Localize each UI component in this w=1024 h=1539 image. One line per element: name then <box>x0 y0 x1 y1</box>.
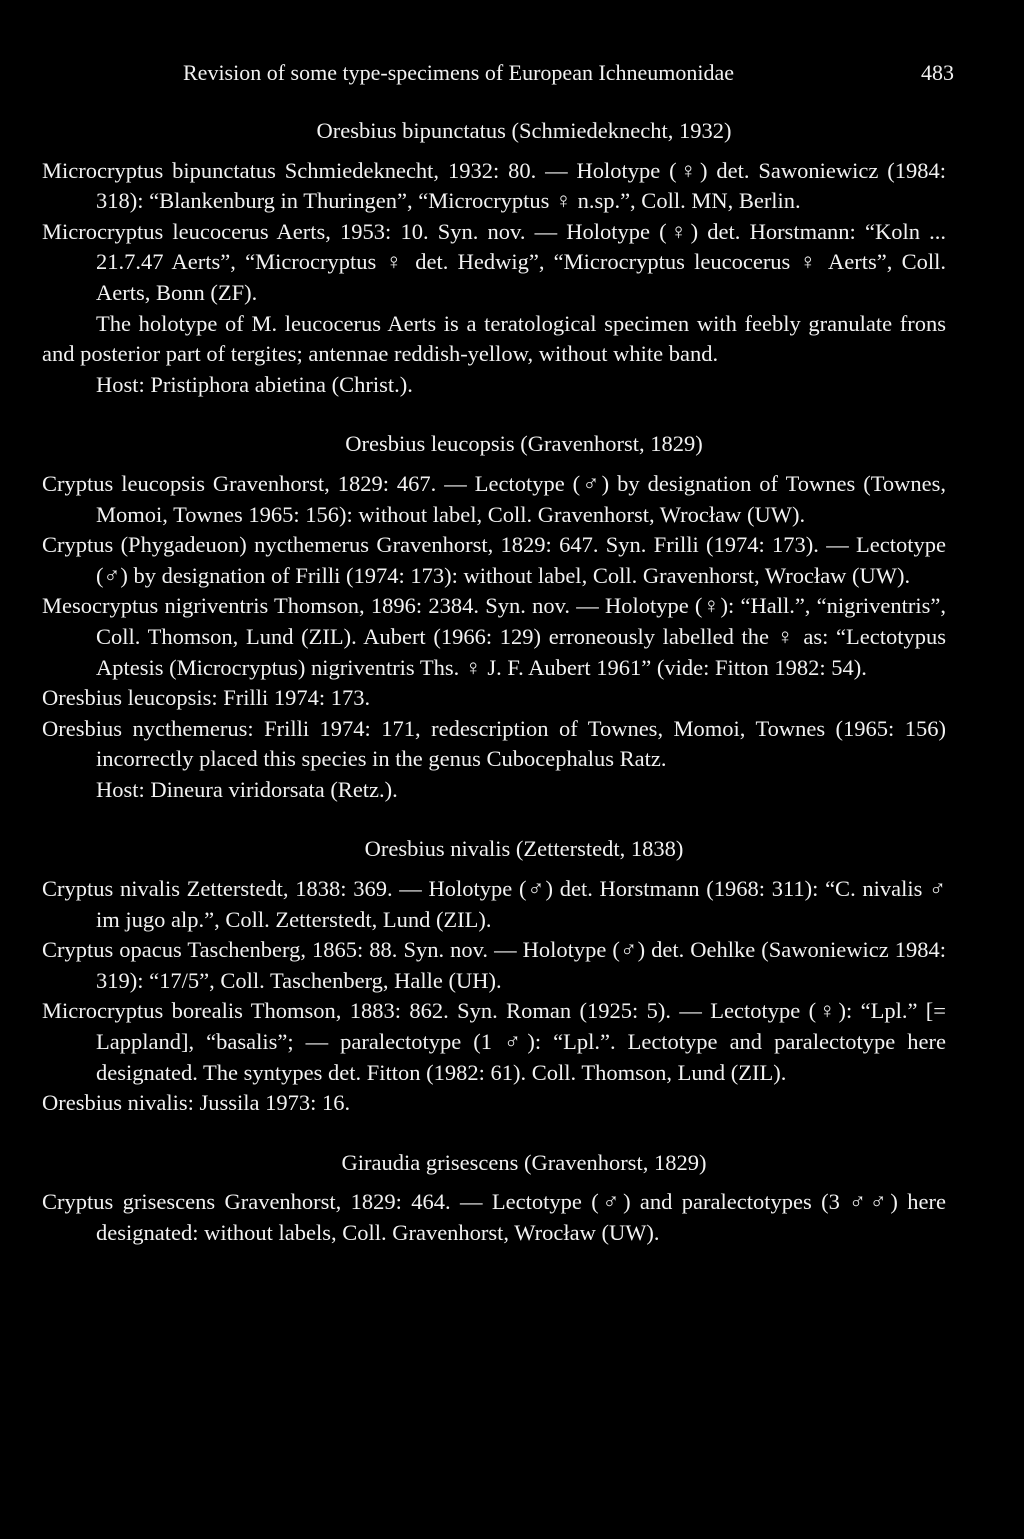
synonym-entry: Cryptus opacus Taschenberg, 1865: 88. Syn. nov. — Holotype (♂) det. Oehlke (Sawoniewicz 1984: 319): “17/5”, Coll. Taschenberg, Halle (UH). <box>42 937 952 993</box>
article-body <box>42 116 952 1249</box>
synonym-entry: Cryptus nivalis Zetterstedt, 1838: 369. — Holotype (♂) det. Horstmann (1968: 311): “C. nivalis ♂ im jugo alp.”, Coll. Zetterstedt, Lund (ZIL). <box>42 876 952 932</box>
synonym-entry: Microcryptus leucocerus Aerts, 1953: 10. Syn. nov. — Holotype (♀) det. Horstmann: “Koln ... 21.7.47 Aerts”, “Microcryptus ♀ det. Hedwig”, “Microcryptus leucocerus ♀ Aerts”, Coll. Aerts, Bonn (ZF). <box>42 218 952 305</box>
section-gap <box>42 400 946 429</box>
synonym-entry: Microcryptus borealis Thomson, 1883: 862. Syn. Roman (1925: 5). — Lectotype (♀): “Lpl.” [= Lappland], “basalis”; — paralectotype (1 ♂): “Lpl.”. Lectotype and paralectotype here designated. The syntypes det. Fitton (1982: 61). Coll. Thomson, Lund (ZIL). <box>42 998 952 1085</box>
species-section-grisescens <box>42 1148 952 1249</box>
host-line: Host: Pristiphora abietina (Christ.). <box>96 371 413 397</box>
section-gap <box>42 1119 946 1148</box>
host-line: Host: Dineura viridorsata (Retz.). <box>96 776 398 802</box>
species-section-bipunctatus <box>42 116 952 400</box>
synonym-entry: Oresbius leucopsis: Frilli 1974: 173. <box>42 685 371 711</box>
synonym-entry: Cryptus leucopsis Gravenhorst, 1829: 467. — Lectotype (♂) by designation of Townes (Townes, Momoi, Townes 1965: 156): without label, Coll. Gravenhorst, Wrocław (UW). <box>42 470 952 527</box>
section-title: Giraudia grisescens (Gravenhorst, 1829) <box>341 1149 707 1175</box>
synonym-entry: Cryptus grisescens Gravenhorst, 1829: 464. — Lectotype (♂) and paralectotypes (3 ♂♂) here designated: without labels, Coll. Gravenhorst, Wrocław (UW). <box>42 1189 952 1245</box>
section-title: Oresbius leucopsis (Gravenhorst, 1829) <box>345 431 703 457</box>
remark-paragraph: The holotype of M. leucocerus Aerts is a teratological specimen with feebly granulate frons and posterior part of tergites; antennae reddish-yellow, without white band. <box>42 310 952 367</box>
synonym-entry: Microcryptus bipunctatus Schmiedeknecht, 1932: 80. — Holotype (♀) det. Sawoniewicz (1984: 318): “Blankenburg in Thuringen”, “Microcryptus ♀ n.sp.”, Coll. MN, Berlin. <box>42 157 952 214</box>
synonym-entry: Mesocryptus nigriventris Thomson, 1896: 2384. Syn. nov. — Holotype (♀): “Hall.”, “nigriventris”, Coll. Thomson, Lund (ZIL). Aubert (1966: 129) erroneously labelled the ♀ as: “Lectotypus Aptesis (Microcryptus) nigriventris Ths. ♀ J. F. Aubert 1961” (vide: Fitton 1982: 54). <box>42 593 952 680</box>
running-title: Revision of some type-specimens of European Ichneumonidae <box>183 60 735 85</box>
synonym-entry: Oresbius nivalis: Jussila 1973: 16. <box>42 1090 351 1116</box>
section-title: Oresbius bipunctatus (Schmiedeknecht, 1932) <box>316 118 732 143</box>
species-section-leucopsis <box>42 429 952 805</box>
synonym-entry: Cryptus (Phygadeuon) nycthemerus Gravenhorst, 1829: 647. Syn. Frilli (1974: 173). — Lectotype (♂) by designation of Frilli (1974: 173): without label, Coll. Gravenhorst, Wrocław (UW). <box>42 532 952 588</box>
synonym-entry: Oresbius nycthemerus: Frilli 1974: 171, redescription of Townes, Momoi, Townes (1965: 156) incorrectly placed this species in the genus Cubocephalus Ratz. <box>42 715 952 772</box>
page-number: 483 <box>921 60 954 85</box>
species-section-nivalis <box>42 834 952 1118</box>
section-gap <box>42 805 946 834</box>
section-title: Oresbius nivalis (Zetterstedt, 1838) <box>364 836 684 862</box>
